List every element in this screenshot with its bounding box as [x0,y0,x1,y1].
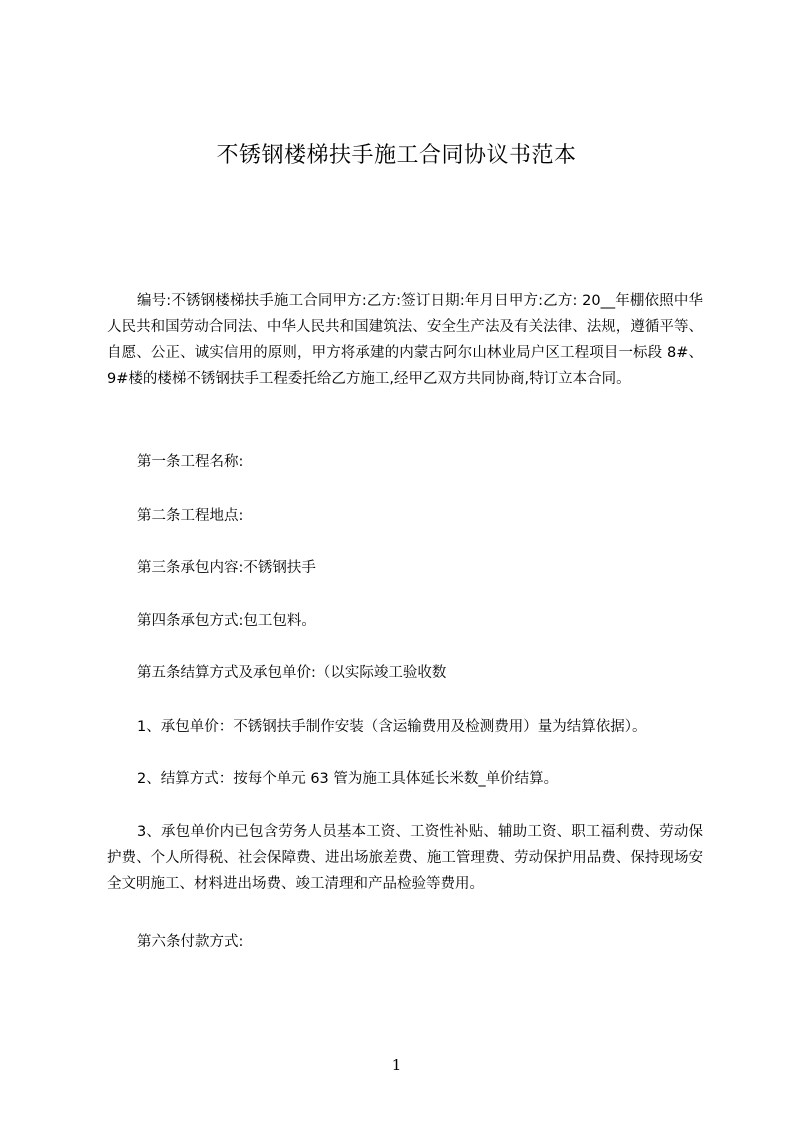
article-5-item-3: 3、承包单价内已包含劳务人员基本工资、工资性补贴、辅助工资、职工福利费、劳动保护费、个人所得税、社会保障费、进出场旅差费、施工管理费、劳动保护用品费、保持现场安全文明施工、材料进出场费、竣工清理和产品检验等费用。 [107,824,703,892]
article-3: 第三条承包内容:不锈钢扶手 [137,560,316,576]
document-title: 不锈钢楼梯扶手施工合同协议书范本 [216,143,577,168]
article-2: 第二条工程地点: [137,508,244,524]
article-6: 第六条付款方式: [137,934,244,950]
intro-paragraph: 编号:不锈钢楼梯扶手施工合同甲方:乙方:签订日期:年月日甲方:乙方: 20__年棚依照中华人民共和国劳动合同法、中华人民共和国建筑法、安全生产法及有关法律、法规，遵循平等、自愿、公正、诚实信用的原则，甲方将承建的内蒙古阿尔山林业局户区工程项目一标段 8#、9#楼的楼梯不锈钢扶手工程委托给乙方施工,经甲乙双方共同协商,特订立本合同。 [107,293,703,387]
page-number: 1 [391,1056,402,1074]
article-5: 第五条结算方式及承包单价:（以实际竣工验收数 [137,665,447,681]
article-1: 第一条工程名称: [137,454,244,470]
article-5-item-1: 1、承包单价：不锈钢扶手制作安装（含运输费用及检测费用）量为结算依据）。 [137,719,647,735]
article-4: 第四条承包方式:包工包料。 [137,613,316,629]
article-5-item-2: 2、结算方式：按每个单元 63 管为施工具体延长米数_单价结算。 [137,771,559,787]
